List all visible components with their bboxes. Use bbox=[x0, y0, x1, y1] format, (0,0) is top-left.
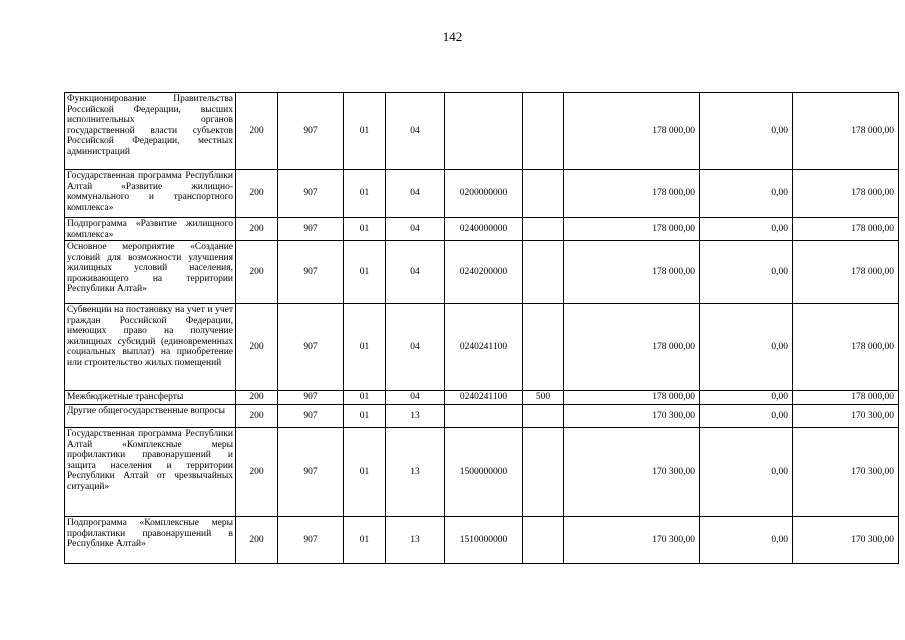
cell-v2: 0,00 bbox=[700, 517, 793, 564]
cell-v1: 178 000,00 bbox=[564, 93, 700, 170]
cell-v1: 170 300,00 bbox=[564, 428, 700, 517]
table-row bbox=[65, 517, 899, 564]
cell-c5 bbox=[445, 93, 523, 170]
cell-c2: 907 bbox=[278, 428, 344, 517]
cell-c4: 04 bbox=[386, 304, 445, 391]
cell-c1: 200 bbox=[236, 517, 278, 564]
table-row bbox=[65, 241, 899, 304]
cell-c3: 01 bbox=[344, 428, 386, 517]
cell-c4: 13 bbox=[386, 517, 445, 564]
cell-v3: 178 000,00 bbox=[793, 170, 899, 218]
cell-c4: 04 bbox=[386, 391, 445, 405]
cell-v2: 0,00 bbox=[700, 218, 793, 241]
cell-c3: 01 bbox=[344, 517, 386, 564]
cell-v3: 170 300,00 bbox=[793, 428, 899, 517]
cell-v1: 170 300,00 bbox=[564, 405, 700, 428]
cell-c6 bbox=[523, 241, 564, 304]
cell-c4: 13 bbox=[386, 405, 445, 428]
cell-c6 bbox=[523, 428, 564, 517]
cell-c2: 907 bbox=[278, 241, 344, 304]
cell-name: Подпрограмма «Развитие жилищного комплекса» bbox=[65, 218, 236, 241]
cell-c3: 01 bbox=[344, 241, 386, 304]
cell-c1: 200 bbox=[236, 391, 278, 405]
cell-c1: 200 bbox=[236, 304, 278, 391]
cell-v2: 0,00 bbox=[700, 241, 793, 304]
cell-c5 bbox=[445, 405, 523, 428]
cell-v1: 178 000,00 bbox=[564, 218, 700, 241]
cell-c3: 01 bbox=[344, 304, 386, 391]
cell-c6 bbox=[523, 517, 564, 564]
cell-name: Функционирование Правительства Российской Федерации, высших исполнительных органов государственной власти субъектов Российской Федерации, местных администраций bbox=[65, 93, 236, 170]
cell-c5: 0240200000 bbox=[445, 241, 523, 304]
table-row bbox=[65, 304, 899, 391]
table-row bbox=[65, 93, 899, 170]
cell-c3: 01 bbox=[344, 391, 386, 405]
cell-v3: 178 000,00 bbox=[793, 304, 899, 391]
cell-c1: 200 bbox=[236, 428, 278, 517]
table-row bbox=[65, 391, 899, 405]
cell-c5: 1500000000 bbox=[445, 428, 523, 517]
cell-v3: 170 300,00 bbox=[793, 517, 899, 564]
cell-v2: 0,00 bbox=[700, 405, 793, 428]
cell-v3: 178 000,00 bbox=[793, 241, 899, 304]
cell-c6 bbox=[523, 93, 564, 170]
cell-c3: 01 bbox=[344, 218, 386, 241]
cell-c1: 200 bbox=[236, 218, 278, 241]
cell-v2: 0,00 bbox=[700, 170, 793, 218]
cell-v2: 0,00 bbox=[700, 428, 793, 517]
cell-v1: 178 000,00 bbox=[564, 170, 700, 218]
cell-c2: 907 bbox=[278, 391, 344, 405]
cell-c4: 04 bbox=[386, 218, 445, 241]
cell-v3: 170 300,00 bbox=[793, 405, 899, 428]
cell-v1: 178 000,00 bbox=[564, 304, 700, 391]
cell-v2: 0,00 bbox=[700, 391, 793, 405]
cell-c6 bbox=[523, 304, 564, 391]
cell-name: Другие общегосударственные вопросы bbox=[65, 405, 236, 428]
table-row bbox=[65, 405, 899, 428]
cell-c3: 01 bbox=[344, 93, 386, 170]
cell-c5: 0240241100 bbox=[445, 391, 523, 405]
cell-v3: 178 000,00 bbox=[793, 218, 899, 241]
cell-v1: 178 000,00 bbox=[564, 391, 700, 405]
cell-v1: 170 300,00 bbox=[564, 517, 700, 564]
cell-c6: 500 bbox=[523, 391, 564, 405]
cell-c2: 907 bbox=[278, 304, 344, 391]
cell-name: Межбюджетные трансферты bbox=[65, 391, 236, 405]
cell-c2: 907 bbox=[278, 517, 344, 564]
cell-c1: 200 bbox=[236, 405, 278, 428]
cell-v2: 0,00 bbox=[700, 304, 793, 391]
cell-c6 bbox=[523, 405, 564, 428]
cell-c4: 13 bbox=[386, 428, 445, 517]
cell-c2: 907 bbox=[278, 218, 344, 241]
cell-v2: 0,00 bbox=[700, 93, 793, 170]
cell-name: Основное мероприятие «Создание условий для возможности улучшения жилищных условий населения, проживающего на территории Республики Алтай» bbox=[65, 241, 236, 304]
cell-v3: 178 000,00 bbox=[793, 391, 899, 405]
cell-name: Подпрограмма «Комплексные меры профилактики правонарушений в Республике Алтай» bbox=[65, 517, 236, 564]
cell-c2: 907 bbox=[278, 405, 344, 428]
cell-name: Государственная программа Республики Алтай «Комплексные меры профилактики правонарушений и защита населения и территории Республики Алтай от чрезвычайных ситуаций» bbox=[65, 428, 236, 517]
cell-c4: 04 bbox=[386, 93, 445, 170]
cell-c4: 04 bbox=[386, 241, 445, 304]
table-row bbox=[65, 218, 899, 241]
cell-c1: 200 bbox=[236, 93, 278, 170]
cell-c3: 01 bbox=[344, 170, 386, 218]
page-number: 142 bbox=[442, 29, 463, 44]
table-row bbox=[65, 428, 899, 517]
cell-c3: 01 bbox=[344, 405, 386, 428]
cell-c5: 0240241100 bbox=[445, 304, 523, 391]
cell-c6 bbox=[523, 170, 564, 218]
cell-c6 bbox=[523, 218, 564, 241]
table-row bbox=[65, 170, 899, 218]
cell-c4: 04 bbox=[386, 170, 445, 218]
cell-c1: 200 bbox=[236, 241, 278, 304]
cell-v3: 178 000,00 bbox=[793, 93, 899, 170]
cell-name: Субвенции на постановку на учет и учет граждан Российской Федерации, имеющих право на получение жилищных субсидий (единовременных социальных выплат) на приобретение или строительство жилых помещений bbox=[65, 304, 236, 391]
cell-c5: 0240000000 bbox=[445, 218, 523, 241]
budget-table bbox=[64, 92, 899, 564]
cell-name: Государственная программа Республики Алтай «Развитие жилищно-коммунального и транспортного комплекса» bbox=[65, 170, 236, 218]
cell-c1: 200 bbox=[236, 170, 278, 218]
cell-c5: 0200000000 bbox=[445, 170, 523, 218]
cell-c5: 1510000000 bbox=[445, 517, 523, 564]
cell-c2: 907 bbox=[278, 93, 344, 170]
cell-c2: 907 bbox=[278, 170, 344, 218]
cell-v1: 178 000,00 bbox=[564, 241, 700, 304]
